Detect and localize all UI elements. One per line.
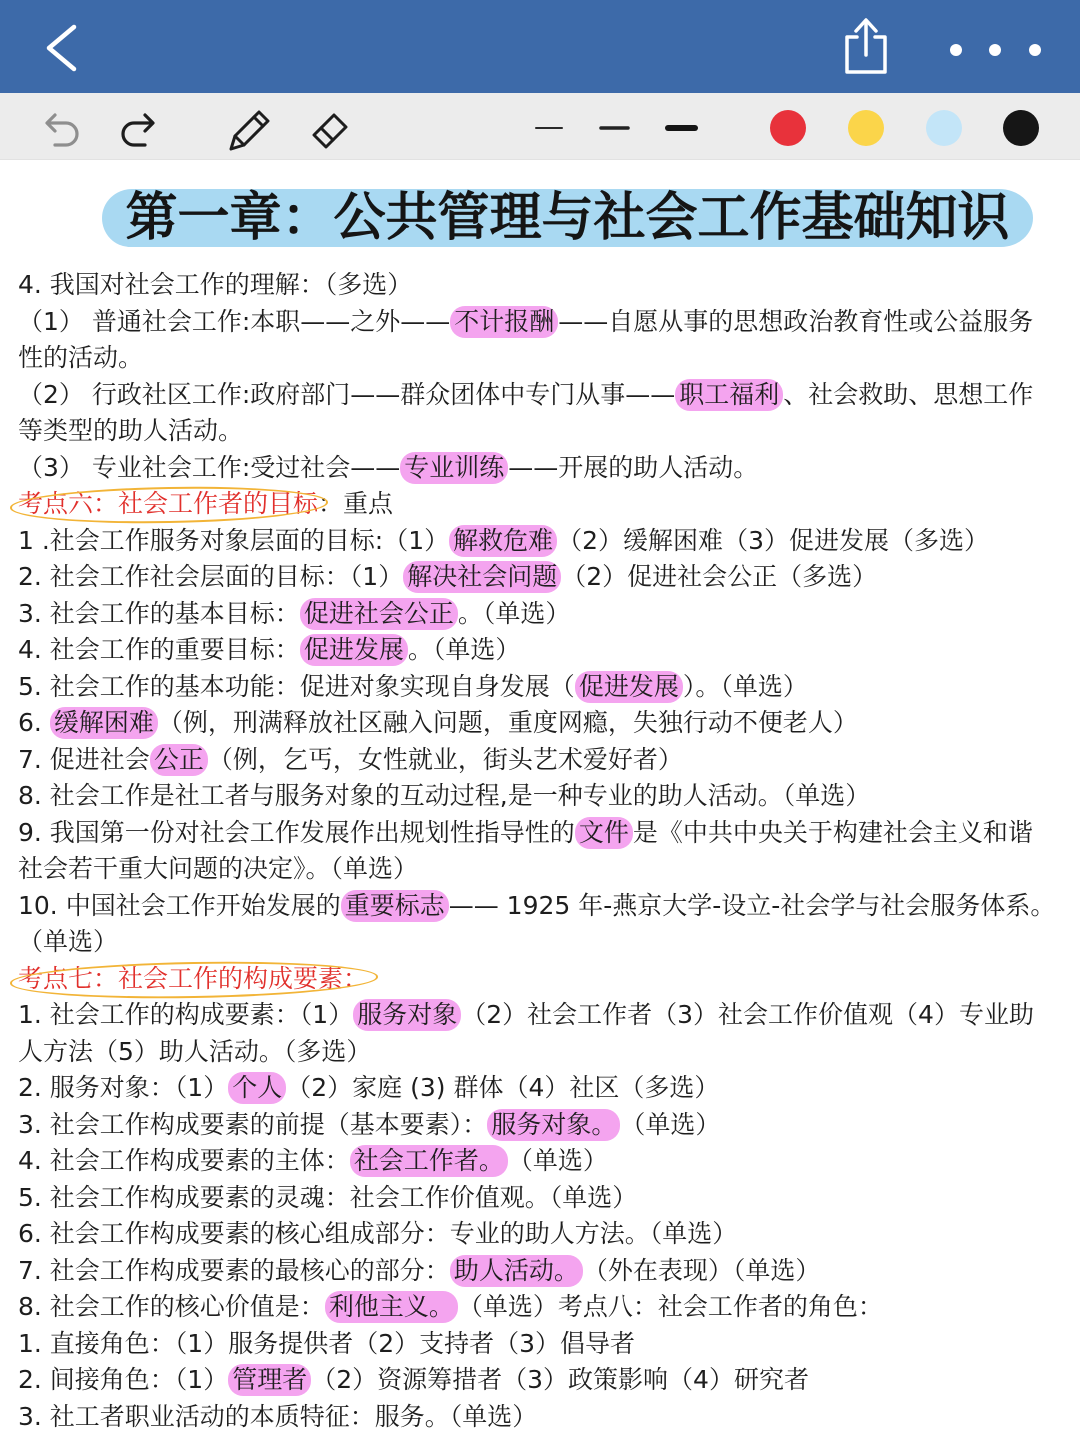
line-text: 3. 社会工作构成要素的前提（基本要素）： (18, 1109, 488, 1139)
text-line (18, 888, 1078, 925)
line-text: ——自愿从事的思想政治教育性或公益服务 (558, 306, 1034, 336)
highlighted-text: 个人 (228, 1072, 286, 1104)
text-line (18, 486, 1078, 523)
line-text: 2. 社会工作社会层面的目标：（1） (18, 562, 404, 591)
text-line (18, 340, 1078, 377)
line-text: 、社会救助、思想工作 (783, 379, 1034, 409)
line-text: 1. 直接角色：（1）服务提供者（2）支持者（3）倡导者 (18, 1328, 636, 1358)
text-line (18, 1362, 1078, 1399)
line-text: 3. 社工者职业活动的本质特征：服务。（单选） (18, 1401, 538, 1431)
undo-icon[interactable] (47, 115, 77, 145)
line-text: 2. 间接角色：（1） (18, 1365, 229, 1394)
line-text: （外在表现）（单选） (582, 1255, 821, 1285)
redo-icon[interactable] (123, 115, 153, 145)
highlighted-text: 服务对象。 (487, 1109, 620, 1141)
line-text: 7. 社会工作构成要素的最核心的部分： (18, 1255, 450, 1285)
highlighted-text: 文件 (575, 817, 633, 849)
highlighted-text: 缓解困难 (50, 707, 158, 739)
line-text: —— 1925 年-燕京大学-设立-社会学与社会服务体系。 (448, 890, 1056, 920)
line-text: 4. 社会工作的重要目标： (18, 635, 300, 664)
highlighted-text: 管理者 (228, 1364, 311, 1396)
line-text: 。（单选） (457, 598, 571, 628)
line-text: 性的活动。 (18, 343, 144, 372)
color-yellow-button[interactable] (848, 110, 884, 146)
text-line (18, 450, 1078, 487)
eraser-icon[interactable] (314, 115, 346, 147)
text-line (18, 596, 1078, 633)
text-line (18, 632, 1078, 669)
text-line (18, 523, 1078, 560)
line-text: （2）家庭 (3) 群体（4）社区（多选） (286, 1073, 720, 1102)
key-point-heading: 考点六：社会工作者的目标 (18, 486, 318, 523)
highlighted-text: 不计报酬 (450, 306, 558, 338)
redo-button[interactable] (123, 115, 153, 145)
line-text: 3. 社会工作的基本目标： (18, 598, 300, 628)
page-title: 第一章：公共管理与社会工作基础知识 (125, 188, 1010, 248)
line-text: （1） 普通社会工作:本职——之外—— (18, 306, 451, 336)
pencil-tool-button[interactable] (231, 112, 268, 149)
highlighted-text: 服务对象 (353, 999, 461, 1031)
text-line (18, 1070, 1078, 1107)
note-body (18, 267, 1078, 1435)
text-line (18, 742, 1078, 779)
text-line (18, 413, 1078, 450)
highlighted-text: 社会工作者。 (350, 1145, 508, 1177)
text-line (18, 559, 1078, 596)
undo-button[interactable] (47, 115, 77, 145)
back-button[interactable] (49, 27, 74, 69)
more-options-button[interactable] (950, 44, 1041, 56)
share-button[interactable] (847, 20, 885, 72)
highlighted-text: 助人活动。 (450, 1255, 583, 1287)
highlighted-text: 重要标志 (341, 890, 449, 922)
line-text: 7. 促进社会 (18, 744, 150, 774)
line-text: 9. 我国第一份对社会工作发展作出规划性指导性的 (18, 817, 575, 847)
text-line (18, 1180, 1078, 1217)
line-text: 10. 中国社会工作开始发展的 (18, 890, 341, 920)
text-line (18, 377, 1078, 414)
line-text: ——开展的助人活动。 (508, 452, 759, 482)
line-text: （3） 专业社会工作:受过社会—— (18, 452, 401, 482)
pencil-icon[interactable] (231, 112, 268, 149)
color-black-button[interactable] (1003, 110, 1039, 146)
highlighted-text: 解救危难 (449, 525, 557, 557)
highlighted-text: 促进社会公正 (300, 598, 458, 630)
text-line (18, 1289, 1078, 1326)
toolbar-icons (0, 93, 1080, 160)
text-line (18, 851, 1078, 888)
line-text: 5. 社会工作的基本功能：促进对象实现自身发展（ (18, 671, 575, 701)
text-line (18, 997, 1078, 1034)
more-dots-icon[interactable] (950, 44, 1041, 56)
text-line (18, 1253, 1078, 1290)
line-text: （2）缓解困难（3）促进发展（多选） (557, 525, 989, 555)
color-red-button[interactable] (770, 110, 806, 146)
text-line (18, 1399, 1078, 1436)
line-text: （单选） (507, 1146, 608, 1175)
line-text: 1. 社会工作的构成要素：（1） (18, 1000, 354, 1029)
line-text: 8. 社会工作的核心价值是： (18, 1292, 325, 1321)
highlighted-text: 促进发展 (575, 671, 683, 703)
line-text: 人方法（5）助人活动。（多选） (18, 1036, 372, 1066)
line-text: （例，刑满释放社区融入问题，重度网瘾，失独行动不便老人） (157, 708, 858, 737)
line-text: 1 .社会工作服务对象层面的目标:（1） (18, 525, 450, 555)
share-icon[interactable] (847, 20, 885, 72)
line-text: 8. 社会工作是社工者与服务对象的互动过程,是一种专业的助人活动。（单选） (18, 781, 871, 810)
text-line (18, 778, 1078, 815)
line-text: （例，乞丐，女性就业，街头艺术爱好者） (207, 744, 683, 774)
text-line (18, 304, 1078, 341)
line-text: 。（单选） (407, 635, 521, 664)
highlighted-text: 公正 (150, 744, 208, 776)
color-light-blue-button[interactable] (926, 110, 962, 146)
line-text: 4. 社会工作构成要素的主体： (18, 1146, 350, 1175)
line-text: 2. 服务对象：（1） (18, 1073, 229, 1102)
line-text: 6. 社会工作构成要素的核心组成部分：专业的助人方法。（单选） (18, 1219, 738, 1248)
text-line (18, 267, 1078, 304)
line-text: ）。（单选） (682, 671, 808, 701)
line-text: 社会若干重大问题的决定》。（单选） (18, 854, 419, 883)
text-line (18, 1034, 1078, 1071)
line-text: （单选） (18, 927, 119, 956)
line-text: 6. (18, 708, 50, 737)
line-text: 5. 社会工作构成要素的灵魂：社会工作价值观。（单选） (18, 1182, 638, 1212)
highlighted-text: 解决社会问题 (403, 561, 561, 593)
text-line (18, 961, 1078, 998)
line-text: （2）资源筹措者（3）政策影响（4）研究者 (311, 1365, 809, 1394)
text-line (18, 1216, 1078, 1253)
line-text: 是《中共中央关于构建社会主义和谐 (632, 817, 1033, 847)
line-text: ：重点 (318, 489, 394, 518)
text-line (18, 924, 1078, 961)
eraser-tool-button[interactable] (314, 115, 346, 147)
key-point-heading: 考点七：社会工作的构成要素： (18, 961, 368, 998)
text-line (18, 1107, 1078, 1144)
text-line (18, 1326, 1078, 1363)
line-text: （2） 行政社区工作:政府部门——群众团体中专门从事—— (18, 379, 676, 409)
line-text: （单选）考点八：社会工作者的角色： (457, 1292, 883, 1321)
highlighted-text: 职工福利 (675, 379, 783, 411)
drawing-toolbar (0, 93, 1080, 160)
line-text: 4. 我国对社会工作的理解：（多选） (18, 270, 413, 299)
text-line (18, 705, 1078, 742)
highlighted-text: 促进发展 (300, 634, 408, 666)
line-text: （2）社会工作者（3）社会工作价值观（4）专业助 (461, 1000, 1034, 1029)
line-text: （单选） (620, 1109, 721, 1139)
top-bar-icons (0, 0, 1080, 93)
highlighted-text: 利他主义。 (325, 1291, 458, 1323)
highlighted-text: 专业训练 (400, 452, 508, 484)
chevron-left-icon[interactable] (49, 27, 74, 69)
top-app-bar (0, 0, 1080, 93)
text-line (18, 1143, 1078, 1180)
line-text: （2）促进社会公正（多选） (561, 562, 878, 591)
text-line (18, 669, 1078, 706)
line-text: 等类型的助人活动。 (18, 416, 244, 445)
text-line (18, 815, 1078, 852)
